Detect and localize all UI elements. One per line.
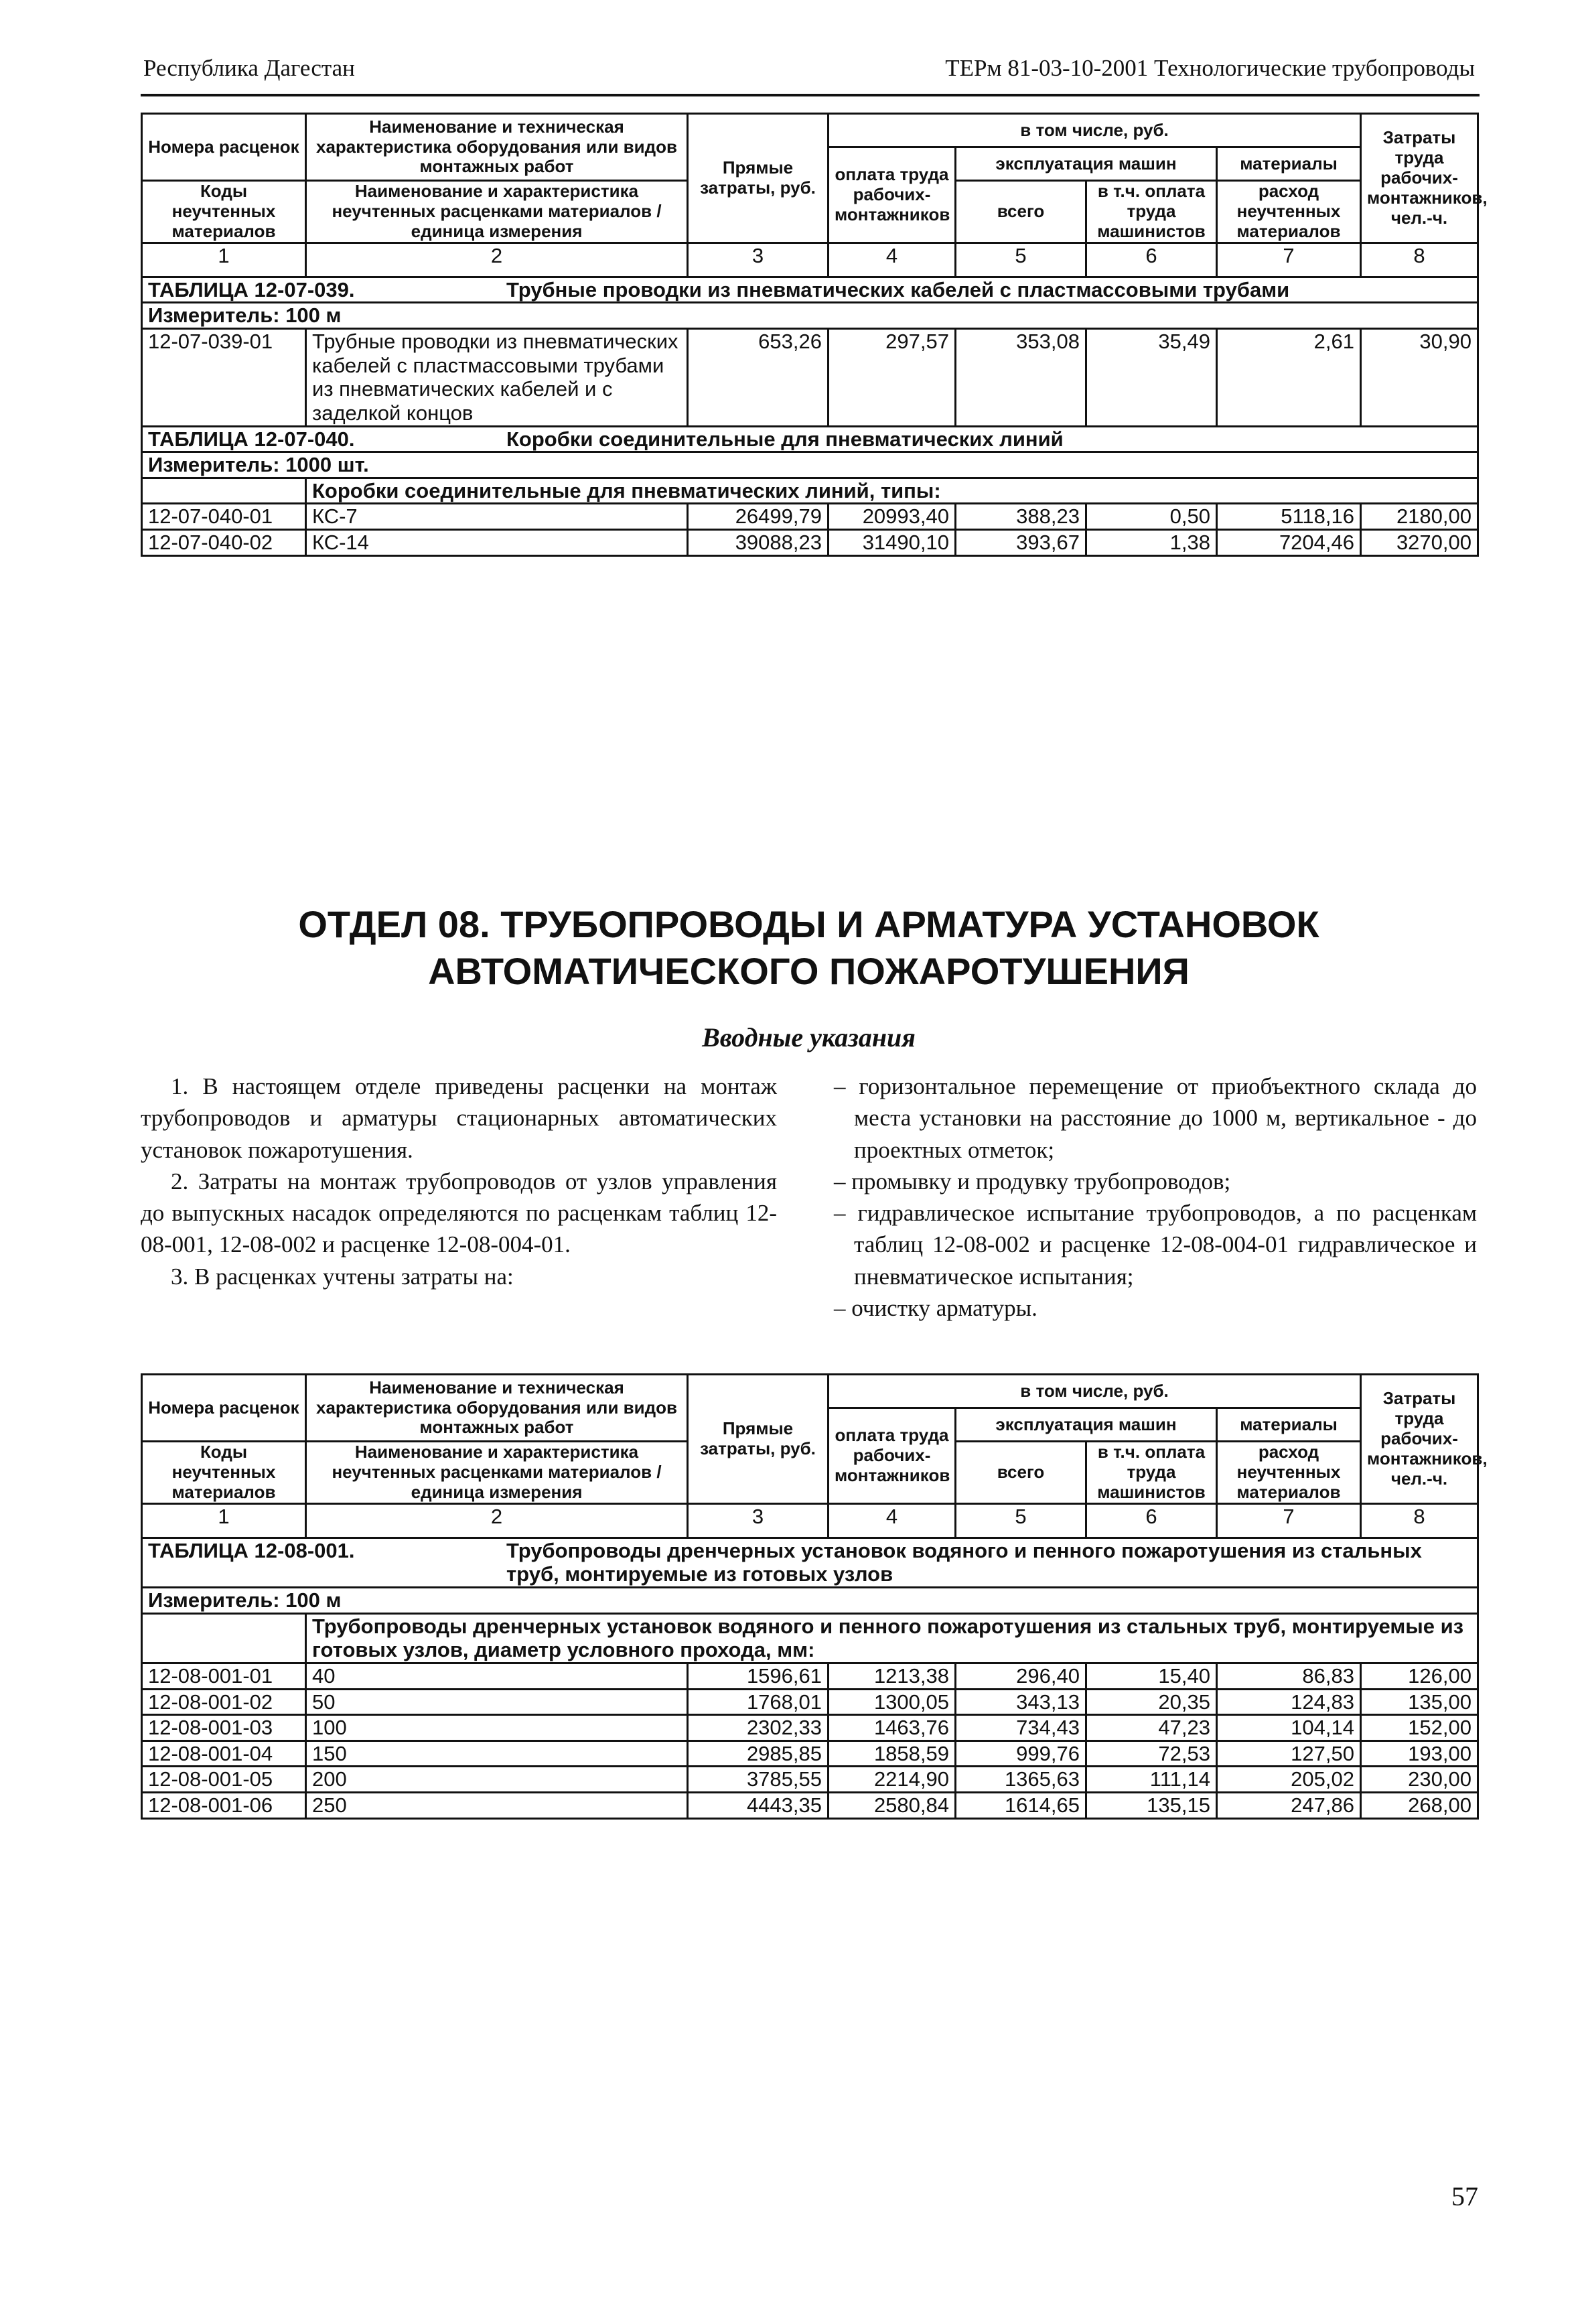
col-num: 6 bbox=[1086, 1503, 1217, 1537]
intro-paragraph: 1. В настоящем отделе приведены расценки на монтаж трубопроводов и арматуры стационарных автоматических установок пожаротушения. bbox=[141, 1073, 777, 1163]
head-work-name: Наименование и техническая характеристика оборудования или видов монтажных работ bbox=[306, 114, 688, 181]
group-heading: Трубопроводы дренчерных установок водяного и пенного пожаротушения из стальных труб, монтируемые из готовых узлов, диаметр условного прохода, мм: bbox=[306, 1613, 1478, 1663]
header-rule bbox=[141, 94, 1480, 96]
rate-name: КС-7 bbox=[306, 504, 688, 530]
col-num: 2 bbox=[306, 243, 688, 277]
head-labor-hours: Затраты труда рабочих-монтажников, чел.-ч. bbox=[1361, 1375, 1478, 1504]
rate-value: 353,08 bbox=[956, 328, 1086, 426]
rate-code: 12-08-001-05 bbox=[142, 1767, 306, 1793]
head-materials: материалы bbox=[1217, 1408, 1361, 1442]
col-num: 7 bbox=[1217, 1503, 1361, 1537]
col-num: 5 bbox=[956, 1503, 1086, 1537]
head-machine-total: всего bbox=[956, 181, 1086, 243]
col-num: 2 bbox=[306, 1503, 688, 1537]
col-num: 7 bbox=[1217, 243, 1361, 277]
rate-value: 1300,05 bbox=[829, 1689, 956, 1715]
rate-value: 20993,40 bbox=[829, 504, 956, 530]
rate-value: 734,43 bbox=[956, 1715, 1086, 1741]
rate-value: 388,23 bbox=[956, 504, 1086, 530]
table-title bbox=[142, 1537, 1478, 1587]
rate-value: 124,83 bbox=[1217, 1689, 1361, 1715]
rate-value: 7204,46 bbox=[1217, 530, 1361, 556]
head-including: в том числе, руб. bbox=[829, 1375, 1361, 1408]
head-worker-pay: оплата труда рабочих-монтажников bbox=[829, 147, 956, 243]
rate-code: 12-08-001-06 bbox=[142, 1793, 306, 1819]
table-row bbox=[142, 1740, 1478, 1767]
rate-value: 35,49 bbox=[1086, 328, 1217, 426]
head-material-names: Наименование и характеристика неучтенных расценками материалов / единица измерения bbox=[306, 181, 688, 243]
rate-value: 86,83 bbox=[1217, 1663, 1361, 1689]
group-heading: Коробки соединительные для пневматических линий, типы: bbox=[306, 478, 1478, 504]
intro-list-item: – очистку арматуры. bbox=[834, 1294, 1037, 1321]
rate-value: 111,14 bbox=[1086, 1767, 1217, 1793]
rate-value: 135,15 bbox=[1086, 1793, 1217, 1819]
rate-value: 193,00 bbox=[1361, 1740, 1478, 1767]
rate-name: 200 bbox=[306, 1767, 688, 1793]
rate-name: 50 bbox=[306, 1689, 688, 1715]
rate-value: 393,67 bbox=[956, 530, 1086, 556]
rate-value: 1365,63 bbox=[956, 1767, 1086, 1793]
intro-paragraph: 3. В расценках учтены затраты на: bbox=[171, 1263, 514, 1290]
rate-value: 26499,79 bbox=[688, 504, 829, 530]
head-materials: материалы bbox=[1217, 147, 1361, 181]
table-row bbox=[142, 1715, 1478, 1741]
table-row bbox=[142, 1663, 1478, 1689]
rate-code: 12-07-040-02 bbox=[142, 530, 306, 556]
rate-value: 2580,84 bbox=[829, 1793, 956, 1819]
table-title bbox=[142, 277, 1478, 303]
rate-value: 152,00 bbox=[1361, 1715, 1478, 1741]
intro-left-column bbox=[141, 1071, 777, 1292]
rate-value: 1614,65 bbox=[956, 1793, 1086, 1819]
rate-value: 72,53 bbox=[1086, 1740, 1217, 1767]
col-num: 1 bbox=[142, 243, 306, 277]
section-title-line: ОТДЕЛ 08. ТРУБОПРОВОДЫ И АРМАТУРА УСТАНОВОК bbox=[298, 903, 1319, 945]
table-measure: Измеритель: 100 м bbox=[142, 303, 1478, 329]
rate-value: 1858,59 bbox=[829, 1740, 956, 1767]
section-title-line: АВТОМАТИЧЕСКОГО ПОЖАРОТУШЕНИЯ bbox=[428, 950, 1190, 992]
head-worker-pay: оплата труда рабочих-монтажников bbox=[829, 1408, 956, 1504]
header-region: Республика Дагестан bbox=[143, 55, 355, 81]
col-num: 5 bbox=[956, 243, 1086, 277]
table-measure: Измеритель: 1000 шт. bbox=[142, 452, 1478, 478]
page-number: 57 bbox=[1451, 2181, 1478, 2211]
head-material-consumption: расход неучтенных материалов bbox=[1217, 1442, 1361, 1504]
head-machine-operation: эксплуатация машин bbox=[956, 147, 1217, 181]
rate-value: 2,61 bbox=[1217, 328, 1361, 426]
column-numbers-row bbox=[142, 243, 1478, 277]
table-row bbox=[142, 328, 1478, 426]
table-row bbox=[142, 504, 1478, 530]
rate-code: 12-08-001-03 bbox=[142, 1715, 306, 1741]
col-num: 4 bbox=[829, 243, 956, 277]
head-material-codes: Коды неучтенных материалов bbox=[142, 181, 306, 243]
rate-value: 1,38 bbox=[1086, 530, 1217, 556]
head-material-names: Наименование и характеристика неучтенных расценками материалов / единица измерения bbox=[306, 1442, 688, 1504]
rate-value: 20,35 bbox=[1086, 1689, 1217, 1715]
table-code: ТАБЛИЦА 12-07-040. bbox=[148, 427, 355, 451]
rate-value: 1213,38 bbox=[829, 1663, 956, 1689]
rates-table-2 bbox=[141, 1373, 1488, 1820]
rate-value: 5118,16 bbox=[1217, 504, 1361, 530]
col-num: 1 bbox=[142, 1503, 306, 1537]
head-material-consumption: расход неучтенных материалов bbox=[1217, 181, 1361, 243]
rate-value: 1596,61 bbox=[688, 1663, 829, 1689]
table-row bbox=[142, 1767, 1478, 1793]
rate-value: 205,02 bbox=[1217, 1767, 1361, 1793]
rate-name: 150 bbox=[306, 1740, 688, 1767]
rate-value: 30,90 bbox=[1361, 328, 1478, 426]
head-direct-costs: Прямые затраты, руб. bbox=[688, 1375, 829, 1504]
intro-list-item: – гидравлическое испытание трубопроводов, а по расценкам таблиц 12-08-002 и расценке 12-08-004-01 гидравлическое и пневматическое испытания; bbox=[834, 1200, 1477, 1290]
table-row bbox=[142, 530, 1478, 556]
rate-value: 296,40 bbox=[956, 1663, 1086, 1689]
head-machine-operation: эксплуатация машин bbox=[956, 1408, 1217, 1442]
rate-value: 2302,33 bbox=[688, 1715, 829, 1741]
rate-value: 127,50 bbox=[1217, 1740, 1361, 1767]
head-direct-costs: Прямые затраты, руб. bbox=[688, 114, 829, 243]
head-including: в том числе, руб. bbox=[829, 114, 1361, 147]
intro-list-item: – промывку и продувку трубопроводов; bbox=[834, 1168, 1231, 1194]
rate-value: 39088,23 bbox=[688, 530, 829, 556]
intro-right-column bbox=[834, 1071, 1477, 1324]
rate-name: КС-14 bbox=[306, 530, 688, 556]
rate-value: 3270,00 bbox=[1361, 530, 1478, 556]
head-machinist-pay: в т.ч. оплата труда машинистов bbox=[1086, 181, 1217, 243]
rate-code: 12-08-001-02 bbox=[142, 1689, 306, 1715]
rate-value: 1463,76 bbox=[829, 1715, 956, 1741]
rate-value: 2214,90 bbox=[829, 1767, 956, 1793]
rate-value: 247,86 bbox=[1217, 1793, 1361, 1819]
intro-paragraph: 2. Затраты на монтаж трубопроводов от узлов управления до выпускных насадок определяются по расценкам таблиц 12-08-001, 12-08-002 и расценке 12-08-004-01. bbox=[141, 1168, 777, 1258]
intro-heading: Вводные указания bbox=[702, 1022, 916, 1052]
rate-name: Трубные проводки из пневматических кабелей с пластмассовыми трубами из пневматических кабелей и с заделкой концов bbox=[306, 328, 688, 426]
rate-value: 31490,10 bbox=[829, 530, 956, 556]
col-num: 4 bbox=[829, 1503, 956, 1537]
table-name: Трубные проводки из пневматических кабелей с пластмассовыми трубами bbox=[506, 277, 1290, 301]
head-work-name: Наименование и техническая характеристика оборудования или видов монтажных работ bbox=[306, 1375, 688, 1442]
rate-value: 2985,85 bbox=[688, 1740, 829, 1767]
rate-value: 3785,55 bbox=[688, 1767, 829, 1793]
head-labor-hours: Затраты труда рабочих-монтажников, чел.-ч. bbox=[1361, 114, 1478, 243]
header-document-code: ТЕРм 81-03-10-2001 Технологические трубопроводы bbox=[945, 55, 1475, 81]
rate-code: 12-07-039-01 bbox=[142, 328, 306, 426]
rate-value: 268,00 bbox=[1361, 1793, 1478, 1819]
table-row bbox=[142, 1793, 1478, 1819]
table-name: Коробки соединительные для пневматических линий bbox=[506, 427, 1064, 451]
section-title bbox=[141, 901, 1477, 995]
rate-value: 104,14 bbox=[1217, 1715, 1361, 1741]
col-num: 8 bbox=[1361, 1503, 1478, 1537]
rate-value: 15,40 bbox=[1086, 1663, 1217, 1689]
col-num: 3 bbox=[688, 1503, 829, 1537]
column-numbers-row bbox=[142, 1503, 1478, 1537]
rate-value: 999,76 bbox=[956, 1740, 1086, 1767]
intro-list-item: – горизонтальное перемещение от приобъектного склада до места установки на расстояние до 1000 м, вертикальное - до проектных отметок; bbox=[834, 1073, 1477, 1163]
head-rate-numbers: Номера расценок bbox=[142, 114, 306, 181]
rate-value: 230,00 bbox=[1361, 1767, 1478, 1793]
rate-value: 343,13 bbox=[956, 1689, 1086, 1715]
table-code: ТАБЛИЦА 12-07-039. bbox=[148, 277, 355, 301]
rate-value: 135,00 bbox=[1361, 1689, 1478, 1715]
rate-value: 2180,00 bbox=[1361, 504, 1478, 530]
rate-value: 0,50 bbox=[1086, 504, 1217, 530]
rate-name: 40 bbox=[306, 1663, 688, 1689]
rate-value: 47,23 bbox=[1086, 1715, 1217, 1741]
rate-code: 12-08-001-04 bbox=[142, 1740, 306, 1767]
head-rate-numbers: Номера расценок bbox=[142, 1375, 306, 1442]
rate-code: 12-08-001-01 bbox=[142, 1663, 306, 1689]
rate-value: 4443,35 bbox=[688, 1793, 829, 1819]
head-material-codes: Коды неучтенных материалов bbox=[142, 1442, 306, 1504]
col-num: 3 bbox=[688, 243, 829, 277]
table-title bbox=[142, 426, 1478, 452]
rate-name: 100 bbox=[306, 1715, 688, 1741]
head-machinist-pay: в т.ч. оплата труда машинистов bbox=[1086, 1442, 1217, 1504]
rate-value: 126,00 bbox=[1361, 1663, 1478, 1689]
rate-value: 1768,01 bbox=[688, 1689, 829, 1715]
table-name: Трубопроводы дренчерных установок водяного и пенного пожаротушения из стальных труб, монтируемые из готовых узлов bbox=[506, 1538, 1422, 1586]
rates-table-1 bbox=[141, 113, 1488, 557]
rate-value: 297,57 bbox=[829, 328, 956, 426]
col-num: 8 bbox=[1361, 243, 1478, 277]
head-machine-total: всего bbox=[956, 1442, 1086, 1504]
table-row bbox=[142, 1689, 1478, 1715]
table-code: ТАБЛИЦА 12-08-001. bbox=[148, 1538, 355, 1562]
rate-code: 12-07-040-01 bbox=[142, 504, 306, 530]
rate-name: 250 bbox=[306, 1793, 688, 1819]
col-num: 6 bbox=[1086, 243, 1217, 277]
table-measure: Измеритель: 100 м bbox=[142, 1587, 1478, 1613]
rate-value: 653,26 bbox=[688, 328, 829, 426]
